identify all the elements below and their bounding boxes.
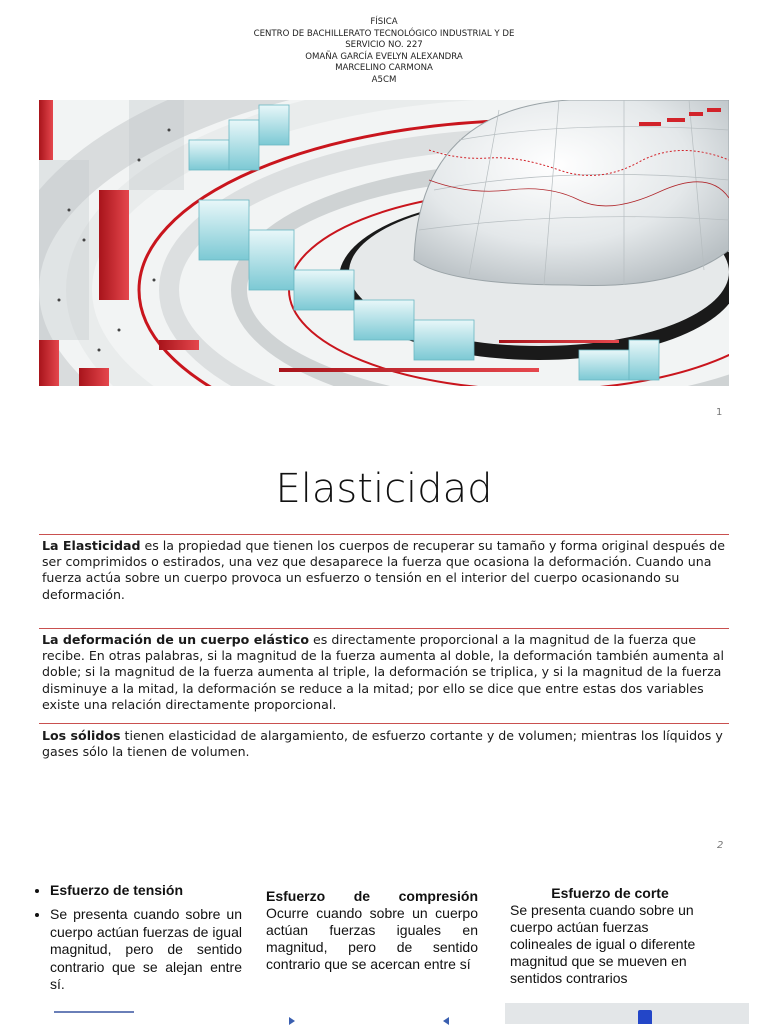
divider-1 [39, 534, 729, 535]
paragraph-text: es la propiedad que tienen los cuerpos de recuperar su tamaño y forma original después de ser comprimidos o estirados, una vez que desaparece la fuerza que ocasiona la deformación. Cuando una fuerza actúa sobre un cuerpo provoca un esfuerzo o tensión en el interior del cuerpo ocasionando su deformación. [42, 538, 725, 602]
corte-diagram-edge [505, 1003, 749, 1024]
hero-image [39, 100, 729, 386]
paragraph-text: tienen elasticidad de alargamiento, de esfuerzo cortante y de volumen; mientras los líquidos y gases sólo la tienen de volumen. [42, 728, 723, 760]
paragraph-elasticidad [42, 538, 726, 603]
tension-heading-item [50, 882, 242, 899]
header-line-group: A5CM [371, 74, 397, 85]
page-number-1: 1 [716, 407, 723, 418]
header-line-school-2: SERVICIO NO. 227 [345, 40, 423, 51]
paragraph-deformacion [42, 632, 726, 713]
cover-header [234, 17, 534, 87]
tension-body: Se presenta cuando sobre un cuerpo actúan fuerzas de igual magnitud, pero de sentido contrario que se alejan entre sí. [50, 906, 242, 993]
tension-diagram-edge [54, 1011, 134, 1013]
tension-body-item [50, 906, 242, 993]
slide-title: Elasticidad [275, 466, 493, 512]
paragraph-solidos [42, 728, 726, 760]
column-tension [30, 882, 242, 1000]
header-line-school-1: CENTRO DE BACHILLERATO TECNOLÓGICO INDUSTRIAL Y DE [253, 28, 515, 39]
compresion-body: Ocurre cuando sobre un cuerpo actúan fuerzas iguales en magnitud, pero de sentido contrario que se acercan entre sí [266, 905, 478, 972]
divider-3 [39, 723, 729, 724]
compresion-heading: Esfuerzo de compresión [266, 888, 478, 904]
column-compresion [266, 888, 478, 973]
paragraph-text: es directamente proporcional a la magnitud de la fuerza que recibe. En otras palabras, si la magnitud de la fuerza aumenta al doble, la deformación también aumenta al doble; si la magnitud de la fuerza aumenta al triple, la deformación se triplica, y si la magnitud de la fuerza disminuye a la mitad, la deformación se reduce a la mitad; por ello se dice que entre estas dos variables existe una relación directamente proporcional. [42, 632, 724, 712]
header-line-subject: FÍSICA [370, 17, 398, 27]
paragraph-lead: La deformación de un cuerpo elástico [42, 632, 310, 647]
tension-list [30, 882, 242, 993]
corte-heading: Esfuerzo de corte [551, 885, 669, 901]
paragraph-lead: Los sólidos [42, 728, 121, 743]
header-line-student: OMAÑA GARCÍA EVELYN ALEXANDRA [305, 51, 463, 62]
header-line-teacher: MARCELINO CARMONA [335, 63, 433, 74]
page-number-2: 2 [717, 840, 724, 851]
corte-block-icon [638, 1010, 652, 1024]
paragraph-lead: La Elasticidad [42, 538, 141, 553]
divider-2 [39, 628, 729, 629]
column-corte [510, 885, 710, 987]
hero-illustration [39, 100, 729, 386]
tension-heading: Esfuerzo de tensión [50, 882, 184, 898]
corte-body: Se presenta cuando sobre un cuerpo actúan fuerzas colineales de igual o diferente magnitud que se mueven en sentidos contrarios [510, 902, 696, 986]
